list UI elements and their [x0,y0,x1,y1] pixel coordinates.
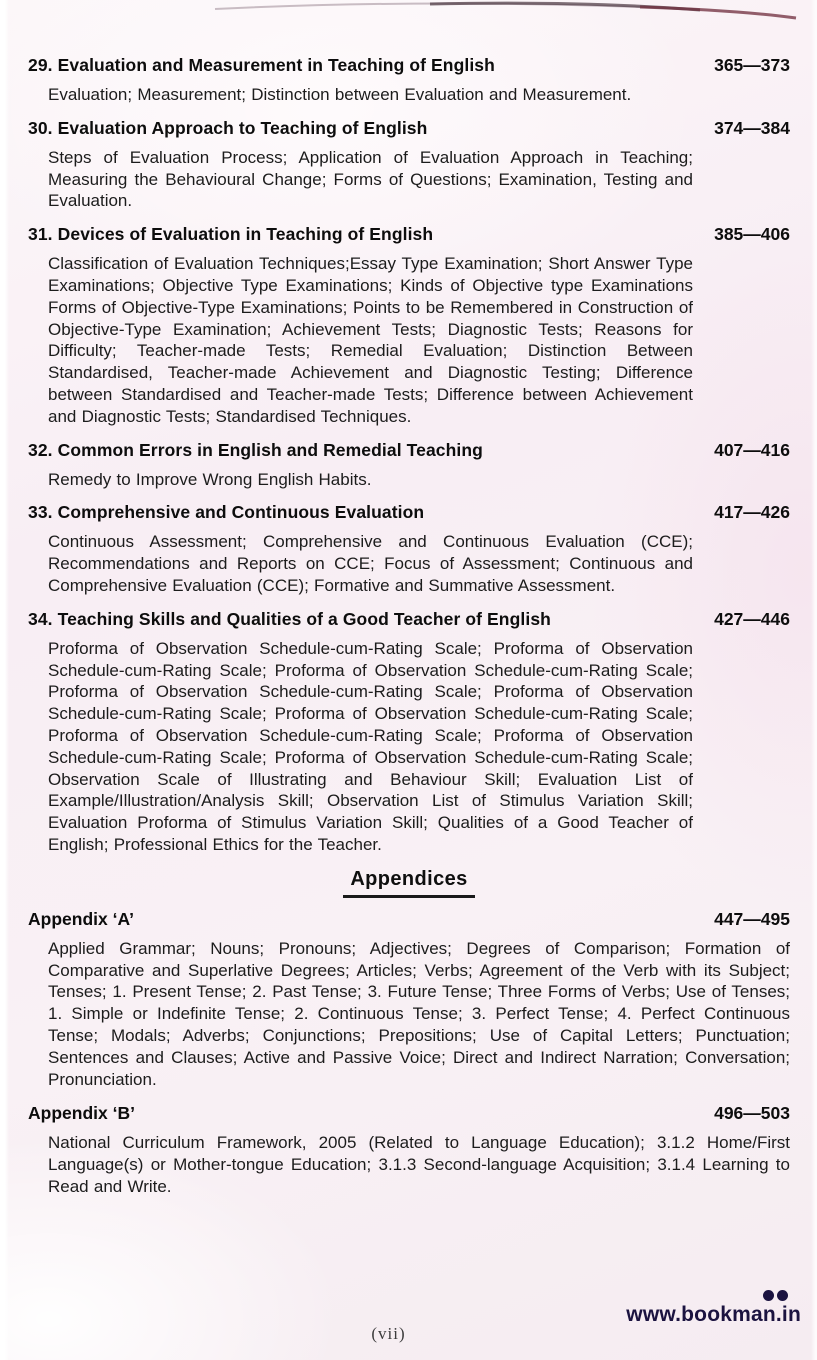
logo-dot-icon [763,1290,774,1301]
page-range: 447—495 [714,908,790,929]
appendix-topics: National Curriculum Framework, 2005 (Related to Language Education); 3.1.2 Home/First Language(s) or Mother-tongue Education; 3.1.3 Second-language Acquisition; 3.1.4 Learning to Read and Write. [48,1133,790,1196]
chapter-title-text: Common Errors in English and Remedial Teaching [57,439,483,460]
appendix-heading [28,1102,790,1125]
chapter-topics: Evaluation; Measurement; Distinction between Evaluation and Measurement. [48,85,632,104]
chapter-title-text: Evaluation Approach to Teaching of English [57,117,428,138]
appendix-a-entry [28,908,790,1091]
appendix-heading [28,908,790,931]
toc-entry-29 [28,54,790,106]
bookman-logo-dots-icon [626,1290,801,1302]
chapter-title-text: Evaluation and Measurement in Teaching of English [57,55,495,75]
page-range: 374—384 [714,117,790,138]
chapter-number: 32. [28,439,53,460]
appendix-title: Appendix ‘B’ [28,1103,135,1124]
bookman-watermark [626,1290,801,1327]
chapter-topics: Classification of Evaluation Techniques;Essay Type Examination; Short Answer Type Examinations; Objective Type Examinations; Kinds of Objective type Examinations Forms of Objective-Type Examinations; Points to be Remembered in Construction of Objective-Type Examination; Achievement Tests; Diagnostic Tests; Reasons for Difficulty; Teacher-made Tests; Remedial Evaluation; Distinction Between Standardised, Teacher-made Achievement and Diagnostic Testing; Difference between Standardised and Teacher-made Tests; Difference between Achievement and Diagnostic Tests; Standardised Techniques. [48,254,693,426]
chapter-topics: Remedy to Improve Wrong English Habits. [48,469,372,489]
page-range: 385—406 [714,224,790,245]
toc-entry-heading [28,223,790,246]
chapter-title-text: Teaching Skills and Qualities of a Good Teacher of English [57,608,551,629]
chapter-title-text: Comprehensive and Continuous Evaluation [57,502,425,523]
page-range: 496—503 [714,1103,790,1124]
toc-entry-heading [28,439,790,462]
bookman-url-text: www.bookman.in [626,1303,801,1326]
chapter-topics: Steps of Evaluation Process; Application of Evaluation Approach in Teaching; Measuring the Behavioural Change; Forms of Questions; Examination, Testing and Evaluation. [48,147,693,211]
toc-entry-heading [28,117,790,140]
chapter-number: 34. [28,608,53,629]
page-footer [0,1280,817,1360]
toc-entry-heading [28,501,790,524]
page-range: 427—446 [714,608,790,629]
chapter-title [28,117,427,140]
appendices-heading: Appendices [343,868,474,898]
chapter-number: 31. [28,224,53,245]
toc-entry-33 [28,501,790,596]
chapter-title [28,54,495,77]
page-range: 365—373 [714,55,790,75]
toc-entry-34 [28,608,790,856]
chapter-number: 30. [28,117,53,138]
chapter-title-text: Devices of Evaluation in Teaching of English [57,224,434,245]
appendix-title: Appendix ‘A’ [28,908,134,929]
chapter-number: 29. [28,55,53,75]
appendix-b-entry [28,1102,790,1197]
appendices-section [28,868,790,896]
folio-page-number: (vii) [371,1324,406,1343]
appendix-topics: Applied Grammar; Nouns; Pronouns; Adjectives; Degrees of Comparison; Formation of Comparative and Superlative Degrees; Articles; Verbs; Agreement of the Verb with its Subject; Tenses; 1. Present Tense; 2. Past Tense; 3. Future Tense; Three Forms of Verbs; Use of Tenses; 1. Simple or Indefinite Tense; 2. Continuous Tense; 3. Perfect Tense; 4. Perfect Continuous Tense; Modals; Adverbs; Conjunctions; Prepositions; Use of Capital Letters; Punctuation; Sentences and Clauses; Active and Passive Voice; Direct and Indirect Narration; Conversation; Pronunciation. [48,938,790,1089]
toc-entry-32 [28,439,790,491]
toc-entry-heading [28,608,790,631]
page-range: 407—416 [714,439,790,460]
chapter-title [28,501,424,524]
toc-entry-heading [28,54,790,77]
toc-entry-31 [28,223,790,427]
chapter-topics: Continuous Assessment; Comprehensive and Continuous Evaluation (CCE); Recommendations and Reports on CCE; Focus of Assessment; Continuous and Comprehensive Evaluation (CCE); Formative and Summative Assessment. [48,532,693,595]
page-range: 417—426 [714,502,790,523]
chapter-number: 33. [28,502,53,523]
chapter-title [28,608,551,631]
toc-entry-30 [28,117,790,212]
chapter-title [28,223,433,246]
logo-dot-icon [777,1290,788,1301]
chapter-topics: Proforma of Observation Schedule-cum-Rating Scale; Proforma of Observation Schedule-cum-Rating Scale; Proforma of Observation Schedule-cum-Rating Scale; Proforma of Observation Schedule-cum-Rating Scale; Proforma of Observation Schedule-cum-Rating Scale; Proforma of Observation Schedule-cum-Rating Scale; Proforma of Observation Schedule-cum-Rating Scale; Proforma of Observation Schedule-cum-Rating Scale; Proforma of Observation Schedule-cum-Rating Scale; Observation Scale of Illustrating and Behaviour Skill; Evaluation List of Example/Illustration/Analysis Skill; Observation List of Stimulus Variation Skill; Evaluation Proforma of Stimulus Variation Skill; Qualities of a Good Teacher of English; Professional Ethics for the Teacher. [48,638,693,854]
chapter-title [28,439,483,462]
